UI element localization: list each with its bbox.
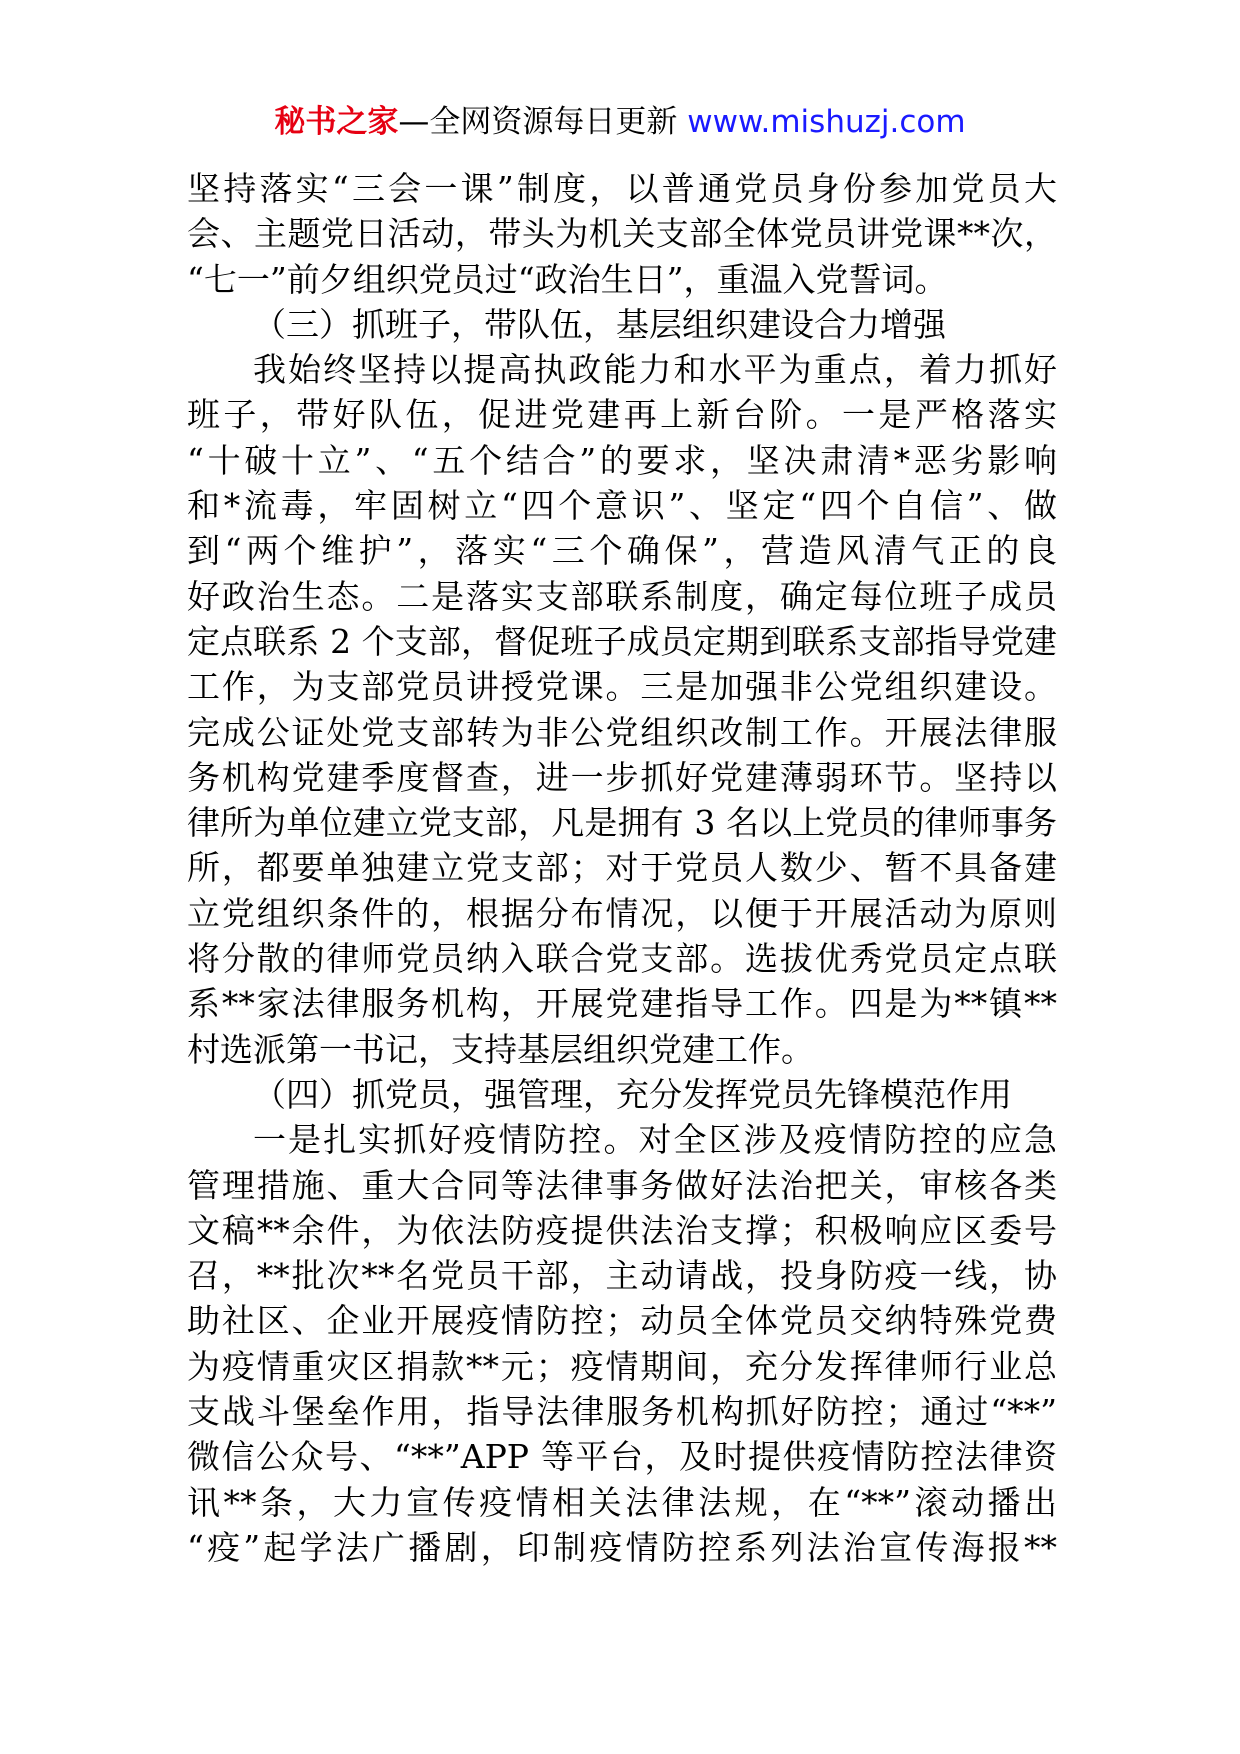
text-line: 到“两个维护”，落实“三个确保”，营造风清气正的良 <box>187 531 1057 571</box>
text-line: 律所为单位建立党支部，凡是拥有 3 名以上党员的律师事务 <box>187 803 1057 843</box>
text-line: 坚持落实“三会一课”制度，以普通党员身份参加党员大 <box>187 169 1057 208</box>
text-line: 所，都要单独建立党支部；对于党员人数少、暂不具备建 <box>187 848 1057 888</box>
site-url-link[interactable]: www.mishuzj.com <box>687 104 966 140</box>
text-line: “十破十立”、“五个结合”的要求，坚决肃清*恶劣影响 <box>187 440 1057 480</box>
text-line: “七一”前夕组织党员过“政治生日”，重温入党誓词。 <box>187 259 948 299</box>
text-line: 好政治生态。二是落实支部联系制度，确定每位班子成员 <box>187 576 1057 616</box>
text-line: 立党组织条件的，根据分布情况，以便于开展活动为原则 <box>187 893 1057 933</box>
text-line: 文稿**余件，为依法防疫提供法治支撑；积极响应区委号 <box>187 1210 1057 1250</box>
paragraph-start: 一是扎实抓好疫情防控。对全区涉及疫情防控的应急 <box>253 1120 1057 1160</box>
text-line: 班子，带好队伍，促进党建再上新台阶。一是严格落实 <box>187 395 1057 435</box>
text-line: 会、主题党日活动，带头为机关支部全体党员讲党课**次， <box>187 214 1057 254</box>
text-line: 助社区、企业开展疫情防控；动员全体党员交纳特殊党费 <box>187 1301 1057 1341</box>
text-line: “疫”起学法广播剧，印制疫情防控系列法治宣传海报** <box>187 1527 1057 1567</box>
text-line: 完成公证处党支部转为非公党组织改制工作。开展法律服 <box>187 712 1057 752</box>
site-slogan: —全网资源每日更新 <box>398 104 678 140</box>
section-heading-4: （四）抓党员，强管理，充分发挥党员先锋模范作用 <box>253 1074 1012 1114</box>
text-line: 工作，为支部党员讲授党课。三是加强非公党组织建设。 <box>187 667 1057 707</box>
text-line: 支战斗堡垒作用，指导法律服务机构抓好防控；通过“**” <box>187 1392 1057 1432</box>
paragraph-start: 我始终坚持以提高执政能力和水平为重点，着力抓好 <box>253 350 1057 390</box>
section-heading-3: （三）抓班子，带队伍，基层组织建设合力增强 <box>253 304 946 344</box>
text-line: 召，**批次**名党员干部，主动请战，投身防疫一线，协 <box>187 1256 1057 1296</box>
document-body <box>187 166 1057 1570</box>
text-line: 微信公众号、“**”APP 等平台，及时提供疫情防控法律资 <box>187 1437 1057 1477</box>
text-line: 村选派第一书记，支持基层组织党建工作。 <box>187 1029 814 1069</box>
text-line: 为疫情重灾区捐款**元；疫情期间，充分发挥律师行业总 <box>187 1346 1057 1386</box>
text-line: 和*流毒，牢固树立“四个意识”、坚定“四个自信”、做 <box>187 486 1057 526</box>
text-line: 将分散的律师党员纳入联合党支部。选拔优秀党员定点联 <box>187 939 1057 979</box>
text-line: 系**家法律服务机构，开展党建指导工作。四是为**镇** <box>187 984 1057 1024</box>
site-header <box>0 100 1240 144</box>
text-line: 务机构党建季度督查，进一步抓好党建薄弱环节。坚持以 <box>187 757 1057 797</box>
text-line: 定点联系 2 个支部，督促班子成员定期到联系支部指导党建 <box>187 621 1057 661</box>
site-brand: 秘书之家 <box>274 104 399 140</box>
text-line: 讯**条，大力宣传疫情相关法律法规，在“**”滚动播出 <box>187 1482 1057 1522</box>
text-line: 管理措施、重大合同等法律事务做好法治把关，审核各类 <box>187 1165 1057 1205</box>
